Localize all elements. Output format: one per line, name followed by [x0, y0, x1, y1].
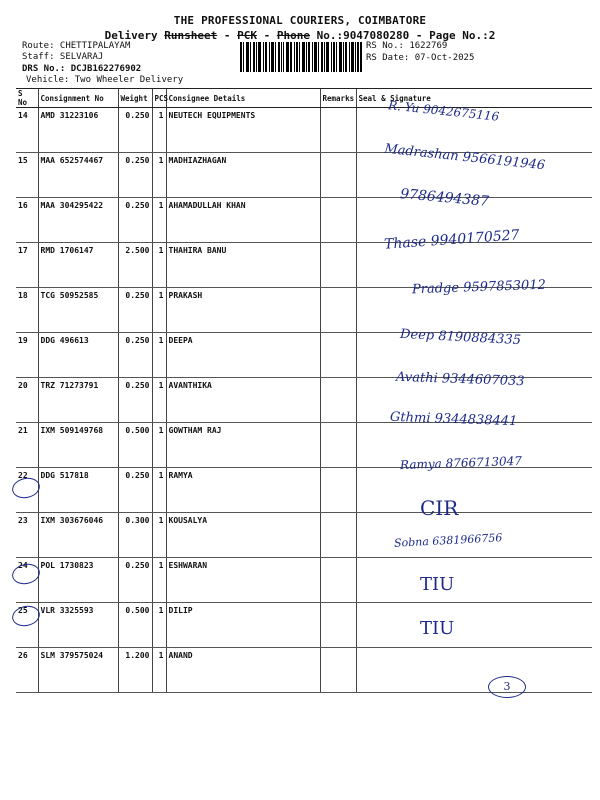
- cell-remarks: [320, 153, 356, 198]
- handwritten-signature: Madrashan 9566191946: [383, 141, 546, 174]
- subtitle-pck: PCK: [237, 29, 257, 42]
- cell-remarks: [320, 333, 356, 378]
- staff-label: Staff: SELVARAJ: [22, 52, 104, 62]
- table-row: [16, 468, 592, 513]
- cell-signature: [356, 603, 592, 648]
- handwritten-signature: Ramya 8766713047: [399, 453, 523, 473]
- cell-sno: 25: [16, 603, 38, 648]
- cell-consignment: TCG 50952585: [38, 288, 118, 333]
- table-row: [16, 288, 592, 333]
- vehicle-label: Vehicle: Two Wheeler Delivery: [26, 75, 184, 85]
- handwritten-signature: Gthmi 9344838441: [389, 409, 518, 430]
- cell-consignment: IXM 509149768: [38, 423, 118, 468]
- cell-pcs: 1: [152, 378, 166, 423]
- drs-number: DRS No.: DCJB162276902: [22, 64, 142, 74]
- cell-sno: 26: [16, 648, 38, 693]
- cell-consignee: THAHIRA BANU: [166, 243, 320, 288]
- cell-consignee: GOWTHAM RAJ: [166, 423, 320, 468]
- cell-consignee: KOUSALYA: [166, 513, 320, 558]
- runsheet-table: [16, 88, 592, 693]
- header-signature: Seal & Signature: [356, 89, 592, 108]
- cell-remarks: [320, 198, 356, 243]
- table-header-row: [16, 89, 592, 108]
- cell-consignee: AVANTHIKA: [166, 378, 320, 423]
- cell-pcs: 1: [152, 513, 166, 558]
- cell-weight: 0.300: [118, 513, 152, 558]
- handwritten-signature: Thase 9940170527: [383, 227, 521, 253]
- rs-date: RS Date: 07-Oct-2025: [366, 53, 475, 63]
- cell-sno: 23: [16, 513, 38, 558]
- cell-sno: 15: [16, 153, 38, 198]
- cell-remarks: [320, 108, 356, 153]
- handwritten-signature: Deep 8190884335: [399, 326, 522, 349]
- cell-remarks: [320, 558, 356, 603]
- cell-sno: 14: [16, 108, 38, 153]
- cell-consignee: ANAND: [166, 648, 320, 693]
- cell-consignment: IXM 303676046: [38, 513, 118, 558]
- cell-consignment: DDG 496613: [38, 333, 118, 378]
- cell-pcs: 1: [152, 108, 166, 153]
- cell-pcs: 1: [152, 198, 166, 243]
- cell-consignment: MAA 304295422: [38, 198, 118, 243]
- cell-weight: 0.250: [118, 468, 152, 513]
- cell-remarks: [320, 378, 356, 423]
- table-row: [16, 558, 592, 603]
- cell-pcs: 1: [152, 243, 166, 288]
- cell-sno: 19: [16, 333, 38, 378]
- cell-consignment: POL 1730823: [38, 558, 118, 603]
- handwritten-signature: 9786494387: [399, 186, 490, 210]
- cell-signature: [356, 468, 592, 513]
- cell-consignee: AHAMADULLAH KHAN: [166, 198, 320, 243]
- cell-weight: 2.500: [118, 243, 152, 288]
- table-row: [16, 603, 592, 648]
- table-row: [16, 513, 592, 558]
- table-row: [16, 108, 592, 153]
- cell-consignment: AMD 31223106: [38, 108, 118, 153]
- page-number-mark: 3: [488, 676, 526, 698]
- cell-pcs: 1: [152, 558, 166, 603]
- cell-pcs: 1: [152, 333, 166, 378]
- cell-consignment: TRZ 71273791: [38, 378, 118, 423]
- cell-remarks: [320, 603, 356, 648]
- cell-consignment: RMD 1706147: [38, 243, 118, 288]
- handwritten-signature: Pradge 9597853012: [411, 277, 547, 298]
- cell-pcs: 1: [152, 648, 166, 693]
- cell-remarks: [320, 423, 356, 468]
- header-weight: Weight: [118, 89, 152, 108]
- cell-sno: 16: [16, 198, 38, 243]
- cell-consignee: DEEPA: [166, 333, 320, 378]
- cell-pcs: 1: [152, 153, 166, 198]
- cell-consignment: DDG 517818: [38, 468, 118, 513]
- cell-consignee: PRAKASH: [166, 288, 320, 333]
- cell-weight: 1.200: [118, 648, 152, 693]
- rs-number: RS No.: 1622769: [366, 41, 448, 51]
- cell-remarks: [320, 288, 356, 333]
- cell-consignment: VLR 3325593: [38, 603, 118, 648]
- cell-consignee: RAMYA: [166, 468, 320, 513]
- subtitle-separator: -: [217, 29, 238, 42]
- header-remarks: Remarks: [320, 89, 356, 108]
- cell-weight: 0.250: [118, 378, 152, 423]
- handwritten-signature: TIU: [420, 618, 455, 639]
- subtitle-suffix: No.:9047080280 - Page No.:2: [309, 29, 496, 42]
- handwritten-signature: Sobna 6381966756: [393, 531, 503, 550]
- subtitle-prefix: Delivery: [104, 29, 165, 42]
- cell-remarks: [320, 648, 356, 693]
- cell-weight: 0.250: [118, 108, 152, 153]
- cell-weight: 0.250: [118, 558, 152, 603]
- route-label: Route: CHETTIPALAYAM: [22, 41, 131, 51]
- cell-consignment: SLM 379575024: [38, 648, 118, 693]
- header-consignment: Consignment No: [38, 89, 118, 108]
- cell-sno: 22: [16, 468, 38, 513]
- cell-weight: 0.250: [118, 333, 152, 378]
- cell-weight: 0.250: [118, 198, 152, 243]
- cell-consignee: DILIP: [166, 603, 320, 648]
- cell-sno: 20: [16, 378, 38, 423]
- handwritten-signature: Avathi 9344607033: [395, 369, 525, 390]
- header-consignee: Consignee Details: [166, 89, 320, 108]
- cell-pcs: 1: [152, 288, 166, 333]
- cell-weight: 0.500: [118, 603, 152, 648]
- cell-consignee: ESHWARAN: [166, 558, 320, 603]
- handwritten-signature: R. Yu 9042675116: [387, 98, 500, 124]
- cell-sno: 17: [16, 243, 38, 288]
- cell-pcs: 1: [152, 468, 166, 513]
- header-sno: S No: [16, 89, 38, 108]
- cell-consignment: MAA 652574467: [38, 153, 118, 198]
- cell-signature: [356, 648, 592, 693]
- barcode: [240, 42, 362, 72]
- header-pcs: PCS: [152, 89, 166, 108]
- subtitle-separator: -: [256, 29, 277, 42]
- cell-consignee: NEUTECH EQUIPMENTS: [166, 108, 320, 153]
- company-title: THE PROFESSIONAL COURIERS, COIMBATORE: [173, 14, 427, 27]
- cell-sno: 21: [16, 423, 38, 468]
- cell-pcs: 1: [152, 603, 166, 648]
- cell-weight: 0.250: [118, 153, 152, 198]
- cell-consignee: MADHIAZHAGAN: [166, 153, 320, 198]
- handwritten-signature: CIR: [420, 496, 459, 520]
- cell-sno: 18: [16, 288, 38, 333]
- cell-weight: 0.250: [118, 288, 152, 333]
- cell-pcs: 1: [152, 423, 166, 468]
- cell-weight: 0.500: [118, 423, 152, 468]
- handwritten-signature: TIU: [420, 574, 455, 595]
- subtitle-runsheet: Runsheet: [164, 29, 218, 42]
- subtitle-phone: Phone: [276, 29, 310, 42]
- cell-remarks: [320, 243, 356, 288]
- cell-remarks: [320, 468, 356, 513]
- cell-remarks: [320, 513, 356, 558]
- cell-signature: [356, 558, 592, 603]
- cell-sno: 24: [16, 558, 38, 603]
